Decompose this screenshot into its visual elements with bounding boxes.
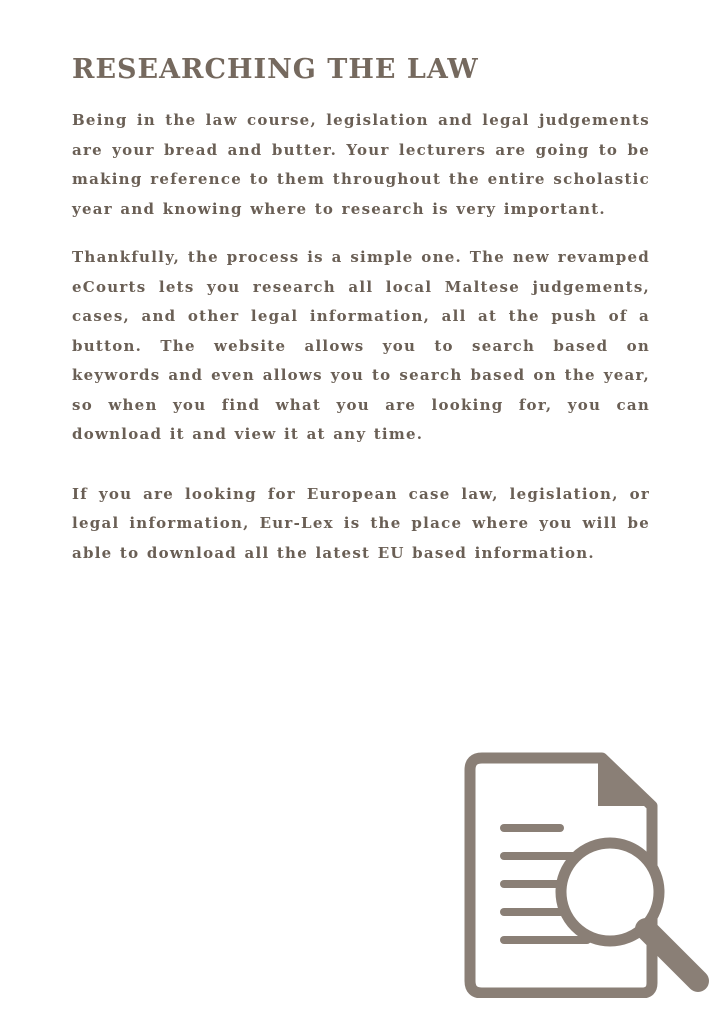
paragraph-intro: Being in the law course, legislation and legal judgements are your bread and butter. Your lecturers are going to be making reference to them throughout the entire scholastic year and knowing where to research is very important. [72,111,650,218]
article-body [72,106,650,568]
page-title: RESEARCHING THE LAW [72,54,479,85]
paragraph-ecourts: Thankfully, the process is a simple one. The new revamped eCourts lets you research all local Maltese judgements, cases, and other legal information, all at the push of a button. The website allows you to search based on keywords and even allows you to search based on the year, so when you find what you are looking for, you can download it and view it at any time. [72,248,650,443]
paragraph-eur-lex: If you are looking for European case law, legislation, or legal information, Eur-Lex is the place where you will be able to download all the latest EU based information. [72,484,650,562]
document-search-icon [462,748,712,998]
